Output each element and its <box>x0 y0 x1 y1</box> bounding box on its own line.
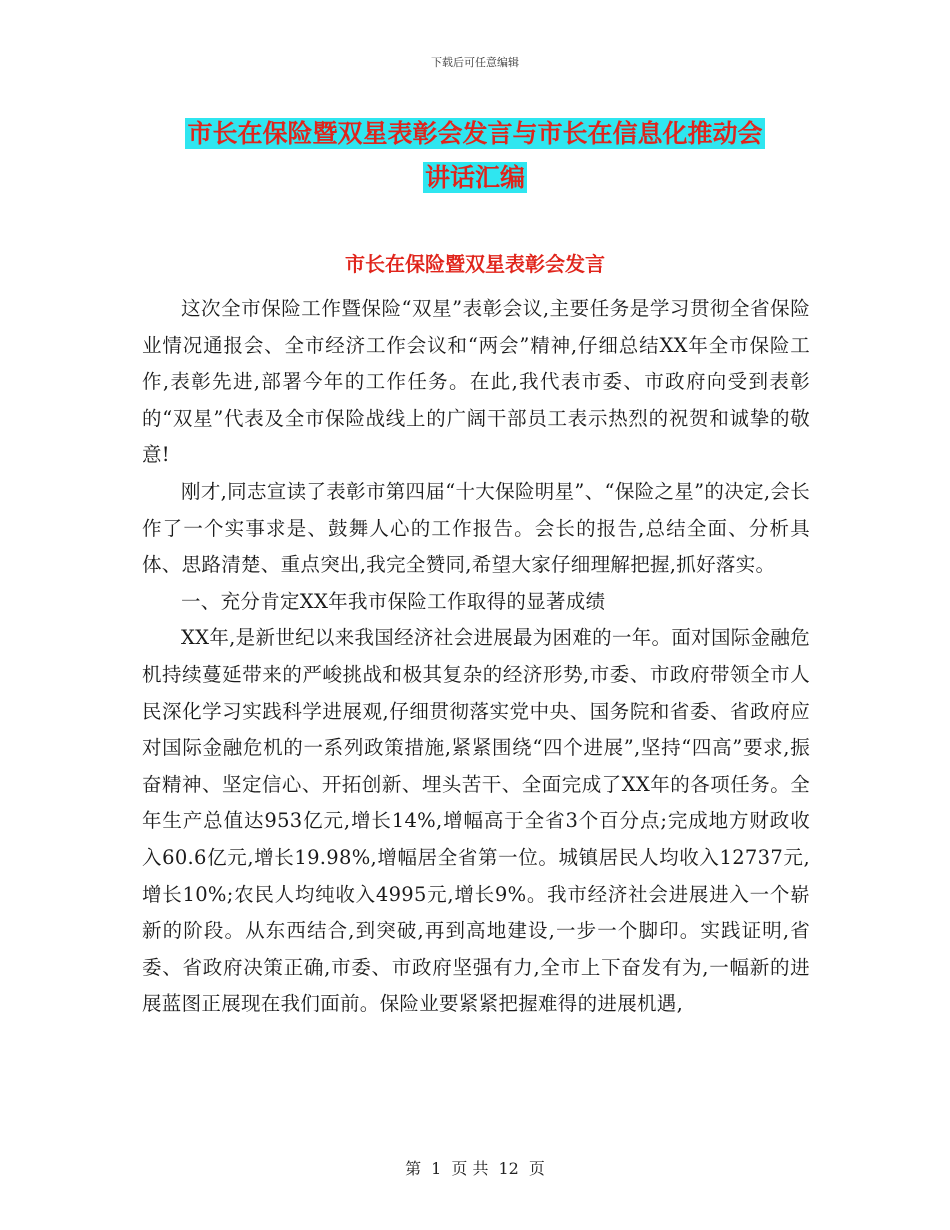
document-title-line-2: 讲话汇编 <box>424 163 525 192</box>
document-title <box>0 112 950 200</box>
section-heading-1: 一、充分肯定XX年我市保险工作取得的显著成绩 <box>181 589 606 613</box>
header-note: 下载后可任意编辑 <box>431 56 519 69</box>
paragraph-2: 刚才,同志宣读了表彰市第四届“十大保险明星”、“保险之星”的决定,会长作了一个实事求是、鼓舞人心的工作报告。会长的报告,总结全面、分析具体、思路清楚、重点突出,我完全赞同,希望大家仔细理解把握,抓好落实。 <box>142 479 810 577</box>
paragraph-3: XX年,是新世纪以来我国经济社会进展最为困难的一年。面对国际金融危机持续蔓延带来的严峻挑战和极其复杂的经济形势,市委、市政府带领全市人民深化学习实践科学进展观,仔细贯彻落实党中央、国务院和省委、省政府应对国际金融危机的一系列政策措施,紧紧围绕“四个进展”,坚持“四高”要求,振奋精神、坚定信心、开拓创新、埋头苦干、全面完成了XX年的各项任务。全年生产总值达953亿元,增长14%,增幅高于全省3个百分点;完成地方财政收入60.6亿元,增长19.98%,增幅居全省第一位。城镇居民人均收入12737元,增长10%;农民人均纯收入4995元,增长9%。我市经济社会进展进入一个崭新的阶段。从东西结合,到突破,再到高地建设,一步一个脚印。实践证明,省委、省政府决策正确,市委、市政府坚强有力,全市上下奋发有为,一幅新的进展蓝图正展现在我们面前。保险业要紧紧把握难得的进展机遇, <box>142 626 810 1016</box>
body-text <box>142 291 810 1023</box>
total-pages: 12 <box>498 1159 519 1178</box>
page-footer <box>0 1156 950 1179</box>
paragraph-1: 这次全市保险工作暨保险“双星”表彰会议,主要任务是学习贯彻全省保险业情况通报会、全市经济工作会议和“两会”精神,仔细总结XX年全市保险工作,表彰先进,部署今年的工作任务。在此,我代表市委、市政府向受到表彰的“双星”代表及全市保险战线上的广阔干部员工表示热烈的祝贺和诚挚的敬意! <box>142 297 810 467</box>
footer-prefix: 第 <box>405 1159 422 1178</box>
page-number: 1 <box>431 1159 442 1178</box>
footer-suffix: 页 <box>528 1159 545 1178</box>
footer-mid: 页 共 <box>451 1159 489 1178</box>
document-title-line-1: 市长在保险暨双星表彰会发言与市长在信息化推动会 <box>187 119 763 148</box>
section-title: 市长在保险暨双星表彰会发言 <box>345 252 605 276</box>
